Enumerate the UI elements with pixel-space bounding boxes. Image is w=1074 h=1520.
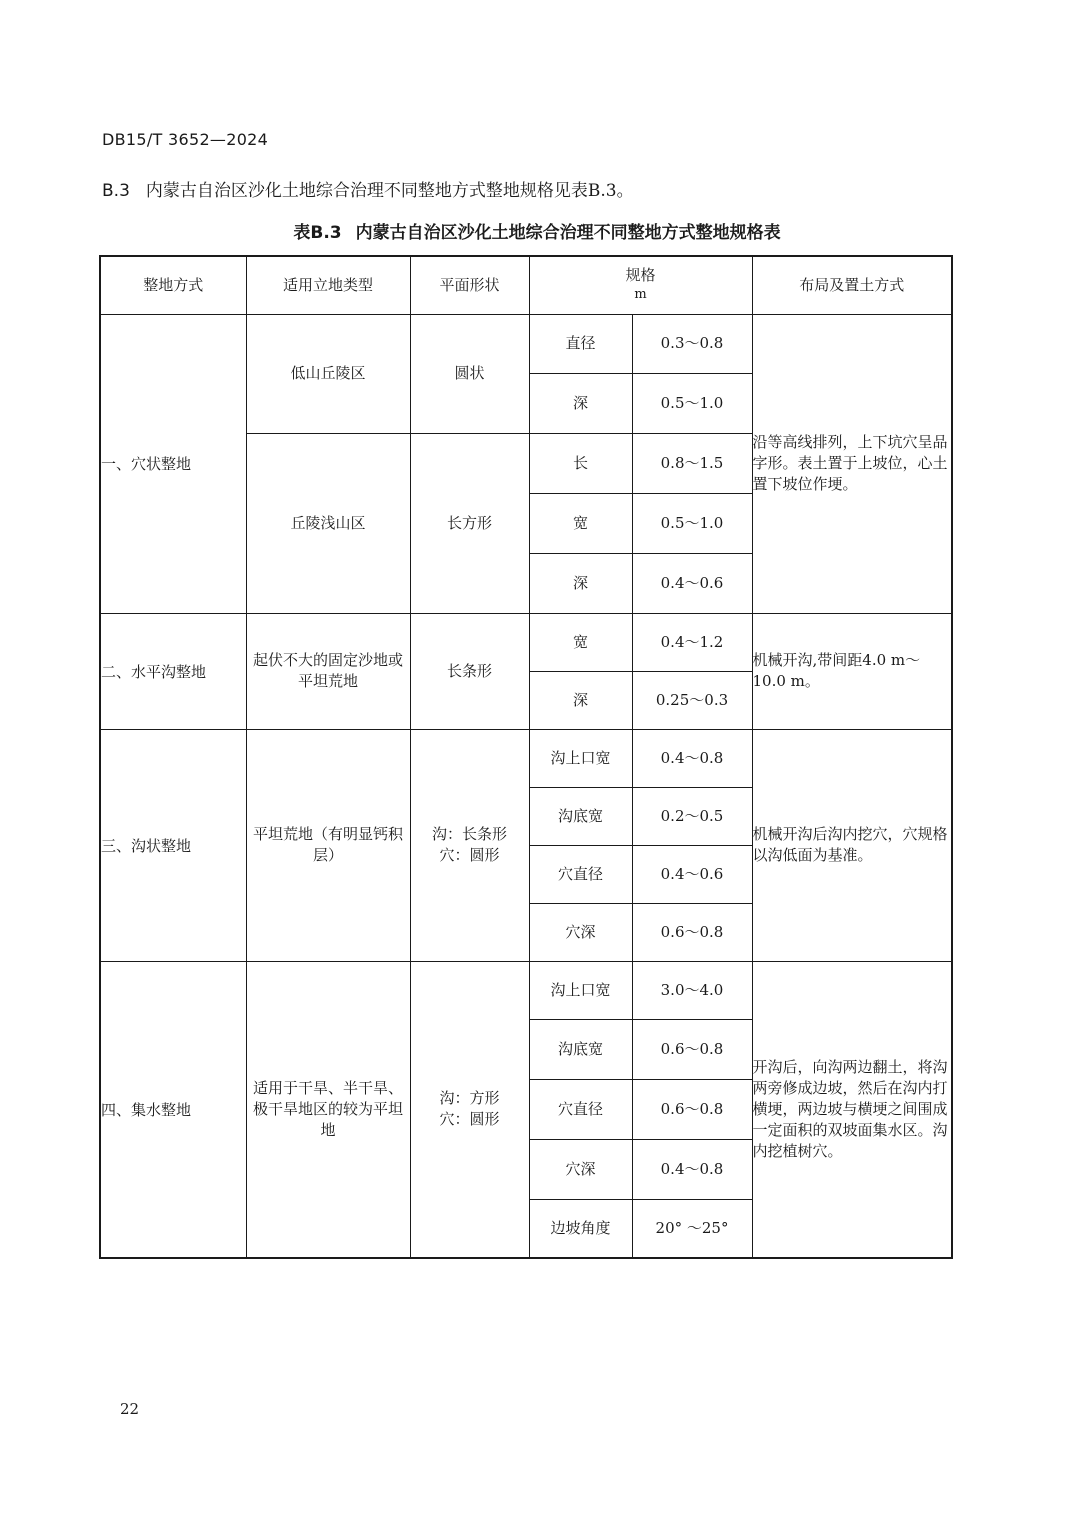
clause-text: 内蒙古自治区沙化土地综合治理不同整地方式整地规格见表B.3。: [145, 181, 634, 201]
document-code: DB15/T 3652—2024: [102, 130, 269, 149]
spec-name-cell: 沟底宽: [529, 787, 632, 845]
plane-shape-cell: 长方形: [410, 433, 529, 613]
spec-value-cell: 0.25～0.3: [632, 671, 752, 729]
plane-shape-cell: 长条形: [410, 613, 529, 729]
spec-value-cell: 0.5～1.0: [632, 373, 752, 433]
spec-name-cell: 深: [529, 553, 632, 613]
method-cell: 一、穴状整地: [100, 314, 246, 613]
header-method: 整地方式: [100, 256, 246, 314]
layout-method-cell: 开沟后，向沟两边翻土，将沟两旁修成边坡，然后在沟内打横埂，两边坡与横埂之间围成一定面积的双坡面集水区。沟内挖植树穴。: [752, 961, 952, 1258]
clause-number: B.3: [102, 181, 130, 201]
spec-name-cell: 穴深: [529, 1139, 632, 1199]
spec-value-cell: 3.0～4.0: [632, 961, 752, 1019]
spec-value-cell: 0.4～0.8: [632, 729, 752, 787]
clause-paragraph: [102, 176, 634, 201]
spec-value-cell: 0.4～0.6: [632, 845, 752, 903]
spec-value-cell: 0.6～0.8: [632, 1019, 752, 1079]
spec-name-cell: 沟底宽: [529, 1019, 632, 1079]
header-spec-unit: m: [634, 287, 647, 303]
header-shape: 平面形状: [410, 256, 529, 314]
table-header-row: [100, 256, 952, 314]
spec-value-cell: 0.8～1.5: [632, 433, 752, 493]
site-type-cell: 适用于干旱、半干旱、极干旱地区的较为平坦地: [246, 961, 410, 1258]
spec-value-cell: 0.4～0.8: [632, 1139, 752, 1199]
method-cell: 三、沟状整地: [100, 729, 246, 961]
spec-value-cell: 0.3～0.8: [632, 314, 752, 373]
site-type-cell: 平坦荒地（有明显钙积层）: [246, 729, 410, 961]
site-type-cell: 丘陵浅山区: [246, 433, 410, 613]
spec-name-cell: 长: [529, 433, 632, 493]
spec-value-cell: 0.6～0.8: [632, 903, 752, 961]
plane-shape-cell: 沟：方形 穴：圆形: [410, 961, 529, 1258]
spec-name-cell: 沟上口宽: [529, 961, 632, 1019]
spec-value-cell: 0.6～0.8: [632, 1079, 752, 1139]
spec-table: [99, 255, 953, 1259]
method-cell: 二、水平沟整地: [100, 613, 246, 729]
spec-name-cell: 穴深: [529, 903, 632, 961]
spec-name-cell: 宽: [529, 613, 632, 671]
spec-value-cell: 20° ～25°: [632, 1199, 752, 1258]
spec-name-cell: 宽: [529, 493, 632, 553]
spec-name-cell: 沟上口宽: [529, 729, 632, 787]
site-type-cell: 起伏不大的固定沙地或平坦荒地: [246, 613, 410, 729]
method-cell: 四、集水整地: [100, 961, 246, 1258]
table-title-text: 内蒙古自治区沙化土地综合治理不同整地方式整地规格表: [355, 223, 781, 243]
layout-method-cell: 机械开沟后沟内挖穴，穴规格以沟低面为基准。: [752, 729, 952, 961]
spec-name-cell: 直径: [529, 314, 632, 373]
spec-name-cell: 穴直径: [529, 1079, 632, 1139]
spec-name-cell: 穴直径: [529, 845, 632, 903]
plane-shape-cell: 沟：长条形 穴：圆形: [410, 729, 529, 961]
layout-method-cell: 沿等高线排列，上下坑穴呈品字形。表土置于上坡位，心土置下坡位作埂。: [752, 314, 952, 613]
header-spec-label: 规格: [625, 266, 656, 285]
site-type-cell: 低山丘陵区: [246, 314, 410, 433]
spec-value-cell: 0.5～1.0: [632, 493, 752, 553]
spec-value-cell: 0.4～0.6: [632, 553, 752, 613]
page-number: 22: [120, 1400, 140, 1418]
spec-name-cell: 边坡角度: [529, 1199, 632, 1258]
table-number: 表B.3: [293, 223, 342, 243]
table-body: [100, 314, 952, 1258]
header-spec: [529, 256, 752, 314]
spec-name-cell: 深: [529, 373, 632, 433]
header-layout: 布局及置土方式: [752, 256, 952, 314]
table-row: [100, 314, 952, 373]
spec-name-cell: 深: [529, 671, 632, 729]
header-site: 适用立地类型: [246, 256, 410, 314]
layout-method-cell: 机械开沟,带间距4.0 m～10.0 m。: [752, 613, 952, 729]
table-row: [100, 613, 952, 671]
spec-value-cell: 0.2～0.5: [632, 787, 752, 845]
table-row: [100, 961, 952, 1019]
table-row: [100, 729, 952, 787]
plane-shape-cell: 圆状: [410, 314, 529, 433]
spec-value-cell: 0.4～1.2: [632, 613, 752, 671]
table-title: [0, 218, 1074, 243]
